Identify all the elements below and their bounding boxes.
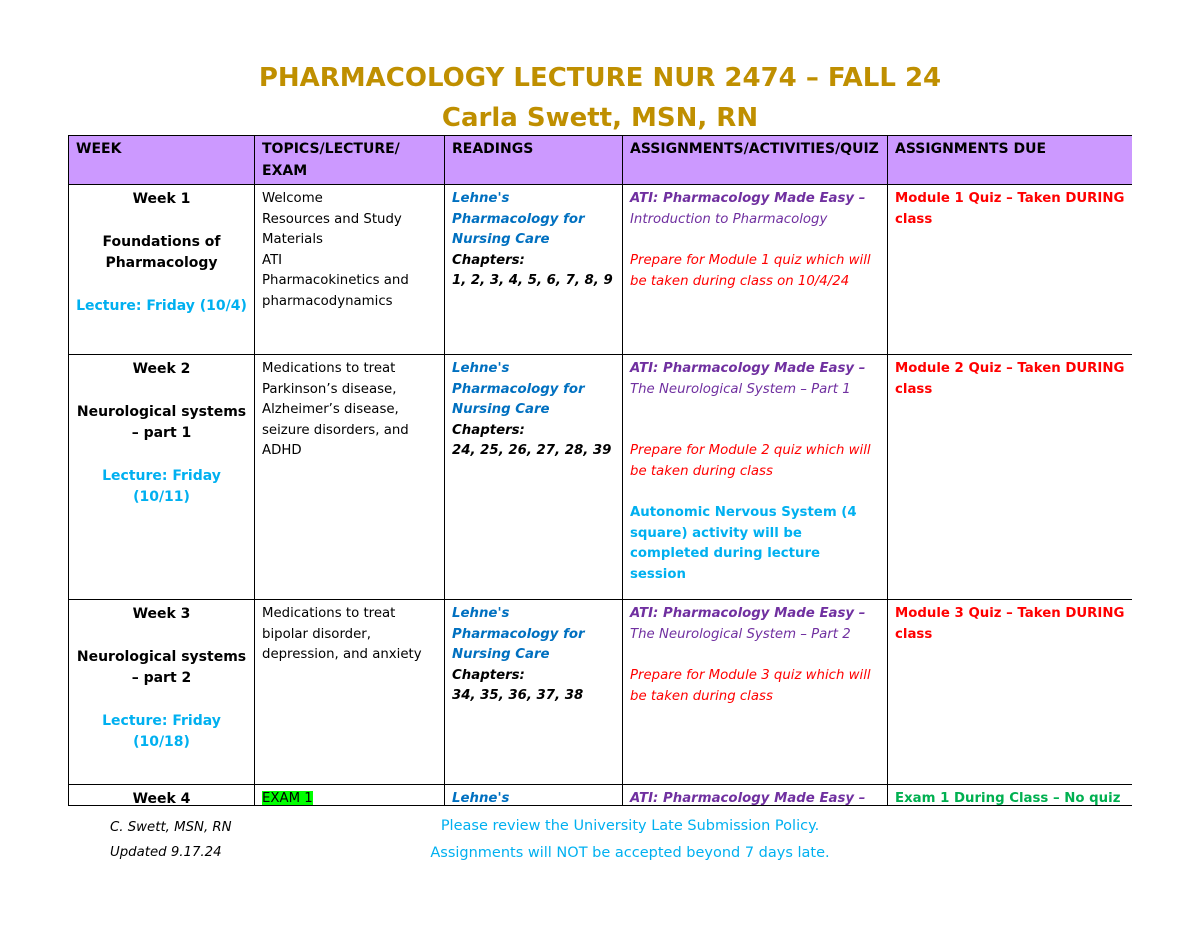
exam-label: EXAM 1 (262, 791, 313, 806)
column-header-due: ASSIGNMENTS DUE (888, 136, 1133, 185)
week-cell (69, 785, 255, 807)
readings-cell (445, 355, 623, 600)
reading-book: Lehne's Pharmacology for Nursing Care (452, 361, 585, 417)
week-cell (69, 185, 255, 355)
chapters-list: 1, 2, 3, 4, 5, 6, 7, 8, 9 (452, 273, 613, 288)
table-row (69, 600, 1133, 785)
due-item: Module 1 Quiz – Taken DURING class (895, 191, 1125, 227)
ati-subtitle: The Neurological System – Part 2 (630, 626, 851, 642)
ati-title: ATI: Pharmacology Made Easy – (630, 606, 866, 621)
week-theme: Neurological systems – part 1 (76, 403, 247, 441)
late-policy-line-1: Please review the University Late Submission Policy. (440, 818, 820, 834)
week-label: Week 2 (132, 361, 191, 377)
topics-text: Welcome Resources and Study Materials ATI Pharmacokinetics and pharmacodynamics (262, 191, 409, 309)
footer-updated: Updated 9.17.24 (110, 845, 222, 860)
assignments-cell (623, 785, 888, 807)
assignments-cell (623, 185, 888, 355)
ati-subtitle: The Neurological System – Part 1 (630, 381, 851, 397)
reading-book: Lehne's Pharmacology for Nursing Care (452, 191, 585, 247)
chapters-list: 34, 35, 36, 37, 38 (452, 688, 584, 703)
instructor-name: Carla Swett, MSN, RN (441, 103, 759, 133)
schedule-table-wrapper (68, 135, 1132, 806)
topics-text: Medications to treat bipolar disorder, depression, and anxiety (262, 606, 422, 662)
assignments-cell (623, 600, 888, 785)
column-header-readings: READINGS (445, 136, 623, 185)
schedule-table (68, 135, 1132, 806)
activity-note: Autonomic Nervous System (4 square) activity will be completed during lecture session (630, 505, 857, 582)
footer-author-block (110, 815, 232, 865)
lecture-date: Lecture: Friday (10/18) (102, 712, 221, 750)
topics-cell (255, 185, 445, 355)
late-policy-line-2: Assignments will NOT be accepted beyond 7 days late. (430, 845, 830, 861)
week-theme: Foundations of Pharmacology (102, 233, 221, 271)
due-cell (888, 355, 1133, 600)
footer-policy-block (380, 813, 880, 867)
week-label: Week 3 (132, 606, 191, 622)
topics-text: Medications to treat Parkinson’s disease, Alzheimer’s disease, seizure disorders, and ADHD (262, 361, 409, 458)
quiz-prep-note: Prepare for Module 2 quiz which will be taken during class (630, 443, 871, 479)
week-theme: Neurological systems – part 2 (76, 648, 247, 686)
due-item: Module 2 Quiz – Taken DURING class (895, 361, 1125, 397)
due-item: Exam 1 During Class – No quiz (895, 791, 1121, 806)
due-cell (888, 185, 1133, 355)
table-row (69, 355, 1133, 600)
document-header (0, 58, 1200, 138)
quiz-prep-note: Prepare for Module 1 quiz which will be taken during class on 10/4/24 (630, 253, 871, 289)
chapters-label: Chapters: (452, 422, 525, 438)
column-header-topics: TOPICS/LECTURE/ EXAM (255, 136, 445, 185)
ati-title: ATI: Pharmacology Made Easy – (630, 191, 866, 206)
week-cell (69, 355, 255, 600)
due-item: Module 3 Quiz – Taken DURING class (895, 606, 1125, 642)
course-title: PHARMACOLOGY LECTURE NUR 2474 – FALL 24 (258, 63, 942, 93)
table-row (69, 185, 1133, 355)
column-header-assignments: ASSIGNMENTS/ACTIVITIES/QUIZ (623, 136, 888, 185)
quiz-prep-note: Prepare for Module 3 quiz which will be taken during class (630, 668, 871, 704)
assignments-cell (623, 355, 888, 600)
topics-cell (255, 785, 445, 807)
chapters-label: Chapters: (452, 667, 525, 683)
column-header-week: WEEK (69, 136, 255, 185)
topics-cell (255, 355, 445, 600)
ati-title: ATI: Pharmacology Made Easy – (630, 791, 866, 806)
due-cell (888, 600, 1133, 785)
topics-cell (255, 600, 445, 785)
footer-author: C. Swett, MSN, RN (110, 820, 232, 835)
chapters-list: 24, 25, 26, 27, 28, 39 (452, 443, 612, 458)
readings-cell (445, 600, 623, 785)
chapters-label: Chapters: (452, 252, 525, 268)
lecture-date: Lecture: Friday (10/4) (76, 297, 247, 314)
week-cell (69, 600, 255, 785)
table-row (69, 785, 1133, 807)
readings-cell (445, 785, 623, 807)
table-header-row (69, 136, 1133, 185)
ati-subtitle: Introduction to Pharmacology (630, 211, 828, 227)
readings-cell (445, 185, 623, 355)
ati-title: ATI: Pharmacology Made Easy – (630, 361, 866, 376)
week-label: Week 4 (132, 791, 191, 806)
reading-book: Lehne's Pharmacology for Nursing Care (452, 606, 585, 662)
due-cell (888, 785, 1133, 807)
lecture-date: Lecture: Friday (10/11) (102, 467, 221, 505)
week-label: Week 1 (132, 191, 191, 207)
reading-book: Lehne's (452, 791, 510, 806)
